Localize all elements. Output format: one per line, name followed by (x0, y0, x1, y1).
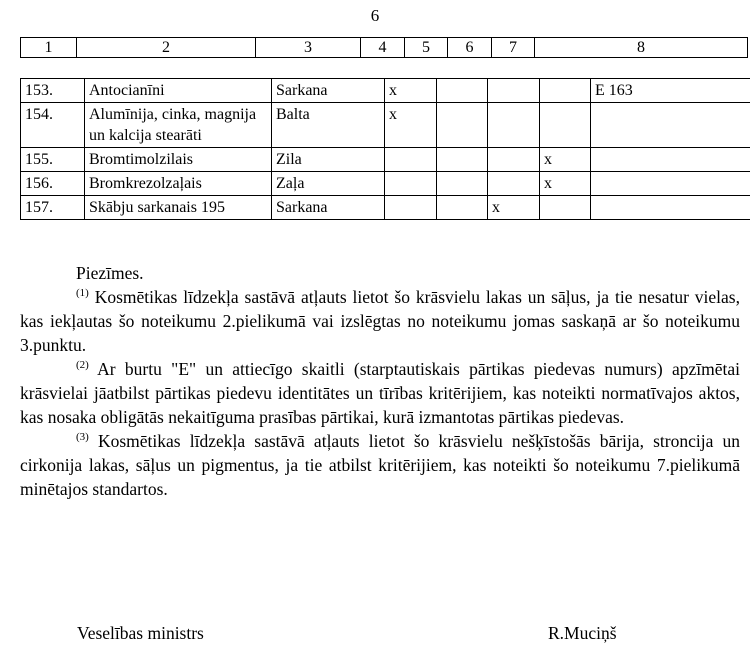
column-number-8: 8 (535, 38, 748, 58)
substance-name: Antocianīni (85, 79, 272, 103)
color-name: Zaļa (272, 172, 385, 196)
column-number-5: 5 (405, 38, 448, 58)
colorant-table (20, 78, 750, 220)
table-row (21, 103, 750, 148)
column-number-3: 3 (256, 38, 361, 58)
table-row (21, 172, 750, 196)
column-5-mark (437, 196, 488, 220)
notes-section (20, 261, 740, 501)
table-row (21, 196, 750, 220)
column-5-mark (437, 103, 488, 148)
row-number: 153. (21, 79, 85, 103)
column-8-value (591, 196, 750, 220)
column-number-2: 2 (77, 38, 256, 58)
column-5-mark (437, 79, 488, 103)
note-2-text: Ar burtu "E" un attiecīgo skaitli (starptautiskais pārtikas piedevas numurs) apzīmētai krāsvielai jāatbilst pārtikas piedevu identitātes un tīrības kritērijiem, kas noteikti normatīvajos aktos, kas nosaka obligātās nekaitīguma prasības pārtikai, kurā izmantotas pārtikas piedevas. (20, 359, 740, 427)
note-1 (20, 285, 740, 357)
column-8-value (591, 148, 750, 172)
column-4-mark (385, 148, 437, 172)
color-name: Zila (272, 148, 385, 172)
row-number: 157. (21, 196, 85, 220)
column-8-value (591, 103, 750, 148)
column-4-mark: x (385, 103, 437, 148)
substance-name: Bromtimolzilais (85, 148, 272, 172)
substance-name: Skābju sarkanais 195 (85, 196, 272, 220)
note-3-text: Kosmētikas līdzekļa sastāvā atļauts lietot šo krāsvielu nešķīstošās bārija, stroncija un cirkonija lakas, sāļus un pigmentus, ja tie atbilst kritērijiem, kas noteikti šo noteikumu 7.pielikumā minētajos standartos. (20, 431, 740, 499)
column-6-mark (488, 79, 540, 103)
note-3 (20, 429, 740, 501)
color-name: Sarkana (272, 79, 385, 103)
color-name: Sarkana (272, 196, 385, 220)
table-row (21, 79, 750, 103)
row-number: 156. (21, 172, 85, 196)
note-3-marker: (3) (76, 431, 89, 444)
column-number-7: 7 (492, 38, 535, 58)
column-number-6: 6 (448, 38, 492, 58)
note-2 (20, 357, 740, 429)
column-4-mark: x (385, 79, 437, 103)
color-name: Balta (272, 103, 385, 148)
note-1-text: Kosmētikas līdzekļa sastāvā atļauts lietot šo krāsvielu lakas un sāļus, ja tie nesatur vielas, kas iekļautas šo noteikumu 2.pielikumā vai izslēgtas no noteikumu jomas saskaņā ar šo noteikumu 3.punktu. (20, 287, 740, 355)
column-8-value: E 163 (591, 79, 750, 103)
row-number: 155. (21, 148, 85, 172)
note-2-marker: (2) (76, 359, 89, 372)
page-number: 6 (370, 6, 380, 25)
table-row (21, 148, 750, 172)
substance-name: Bromkrezolzaļais (85, 172, 272, 196)
notes-title: Piezīmes. (76, 263, 144, 283)
note-1-marker: (1) (76, 287, 89, 300)
column-7-mark: x (540, 172, 591, 196)
column-7-mark: x (540, 148, 591, 172)
column-7-mark (540, 196, 591, 220)
column-number-header (20, 37, 748, 58)
column-6-mark (488, 103, 540, 148)
signatory-name: R.Muciņš (548, 623, 617, 643)
column-6-mark: x (488, 196, 540, 220)
row-number: 154. (21, 103, 85, 148)
column-6-mark (488, 148, 540, 172)
column-5-mark (437, 172, 488, 196)
column-5-mark (437, 148, 488, 172)
column-number-1: 1 (21, 38, 77, 58)
signatory-position: Veselības ministrs (77, 623, 204, 643)
column-7-mark (540, 103, 591, 148)
column-number-4: 4 (361, 38, 405, 58)
column-8-value (591, 172, 750, 196)
column-6-mark (488, 172, 540, 196)
column-7-mark (540, 79, 591, 103)
column-4-mark (385, 172, 437, 196)
column-4-mark (385, 196, 437, 220)
substance-name: Alumīnija, cinka, magnija un kalcija stearāti (85, 103, 272, 148)
